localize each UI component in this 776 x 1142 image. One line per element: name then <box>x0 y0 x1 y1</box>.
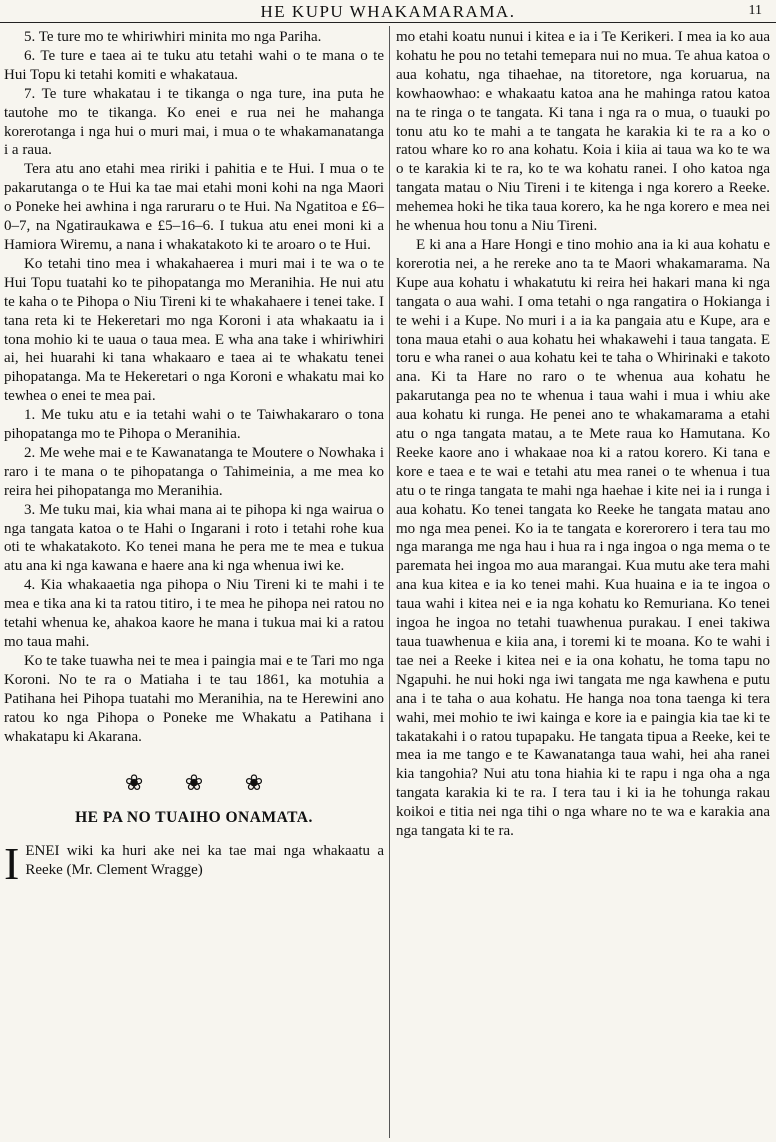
page-header <box>0 0 776 23</box>
running-title: HE KUPU WHAKAMARAMA. <box>260 2 516 21</box>
flower-ornaments-icon: ❀ ❀ ❀ <box>124 770 282 796</box>
paragraph: Ko tetahi tino mea i whakahaerea i muri mai i te wa o te Hui Topu tuatahi ko te pihopatanga mo Meranihia. He nui atu te kaha o te Pihopa o Niu Tireni ki te whakahaere i tenei take. I tana reta ki te Hekeretari mo nga Koroni i ata whakaatu ia i tona mohio ki te uaua o taua mea. E wha ana take i whiriwhiri ai, hei huarahi ki tana whakaaro e taea ai te whakatu tenei pihopatanga. Ma te Hekeretari o nga Koroni e whakatu mai ko tewhea o enei te mea pai. <box>4 255 384 405</box>
article-opening <box>4 838 384 890</box>
column-divider <box>389 26 390 1138</box>
section-title: HE PA NO TUAIHO ONAMATA. <box>75 809 313 827</box>
paragraph: E ki ana a Hare Hongi e tino mohio ana ia ki aua kohatu e korerotia nei, a he rereke ano ta te Maori whakamarama. Na Kupe aua kohatu i whakatutu ki reira hei hakari mana ki nga tangata o aua wahi. I oma tetahi o nga rangatira o Hokianga i te wehi i a Kupe. No muri i a ia ka pangaia atu e Kupe, ara e tona maua etahi o aua kohatu hei whakawehi i taua tangata. E toru e wha ranei o aua kohatu kei te taha o Whirinaki e takoto ana. Ki ta Hare no raro o te whenua aua kohatu he pakarutanga pea no te whenua i taua wahi i mua i whiu ake aua kohatu ki runga. He penei ano te whakamarama a etahi atu o nga tangata matau, a te Mete raua ko Hamutana. Ko Reeke kaore ano i whakaae noa ki a ratou korero. Ki tana e kore e taea e te wai e tetahi atu mea ranei o te whenua i tua atu o te ringa tangata te mahi nga haehae i kite nei ia i runga i aua kohatu. Ko tenei tangata ko Reeke he tangata matau ano mo nga mea penei. Ko ia te tangata e korerorero i tera tau mo nga maranga me nga hau i hua ra i nga ingoa o nga mema o te paremata hei ingoa mo aua marangai. Kua mutu ake tera mahi ana kua kitea e ia ko tenei mahi. Kua huaina e ia te ingoa o taua wahi i kitea nei e ia nga kohatu ko Remuriana. Ko tenei ingoa he ingoa no tetahi tuawhenua purakau. I enei takiwa taua tuawhenua e kiia ana, i toremi ki te moana. Ko te wahi i tae nei a Reeke i kitea nei e ia ona kohatu, he toma tapu no Ngapuhi. he nui hoki nga iwi tangata me nga kawhena e putu ana i te taha o aua kohatu. He hanga noa tona taenga ki tera wahi, mei mohio te iwi kainga e kore ia e paingia kia tae ki te takatakahi i o ratou tupapaku. He tangata tipua a Reeke, kei te mea ia me tango e te Kawanatanga taua wahi, hei aha ranei kia tangohia? Nui atu tona hiahia ki te rapu i nga oha a nga tangata karakia ki te ra. I tera tau i ki ia he tohunga rakau koikoi e titia nei nga tihi o nga whare no te wa e karakia ana nga tangata ki te ra. <box>396 236 770 840</box>
left-column <box>4 28 384 890</box>
paragraph: mo etahi koatu nunui i kitea e ia i Te Kerikeri. I mea ia ko aua kohatu he pou no tetahi temepara nui no mua. Te ahua katoa o aua kohatu, nga tihaehae, na titoretore, nga koruarua, na kowhaowhao: e whakaatu katoa ana he mahinga ratou katoa na te ringa o te tangata. Ki tana i nga ra o mua, o tuauki po tonu atu ko te mahi a te tangata he karakia ki te ra a ko o ratou whare ko ro ana kohatu. Koia i kiia ai taua wa ko te wa o te karakia ki te ra, ko te wa kohatu ranei. I oho katoa nga tangata matau o Niu Tireni i te kitenga i nga korero a Reeke. mehemea hoki he tika taua korero, ka he nga korero e mea nei he whenua hou tonu a Niu Tireni. <box>396 29 770 235</box>
list-item: 2. Me wehe mai e te Kawanatanga te Moutere o Nowhaka i raro i te mana o te pihopatanga o Tahimeinia, a me mea ko reira hei pihopatanga mo Meranihia. <box>4 444 384 499</box>
paragraph: 6. Te ture e taea ai te tuku atu tetahi wahi o te mana o te Hui Topu ki tetahi komiti e whakatauа. <box>4 47 384 83</box>
article-opening-text: ENEI wiki ka huri ake nei ka tae mai nga whakaatu a Reeke (Mr. Clement Wragge) <box>25 843 384 879</box>
paragraph: Tera atu ano etahi mea ririki i pahitia e te Hui. I mua o te pakarutanga o te Hui ka tae mai etahi moni kohi na nga Maori o Poneke hei awhina i nga raruraru o te Hui. Na Ngatitoa e £6–0–7, na Ngatiraukawa e £5–16–6. I tukua atu enei moni ki a Hamiora Wiremu, a nana i whakatakoto ki te aroaro o te Hui. <box>4 161 384 253</box>
drop-cap: I <box>4 838 20 890</box>
list-item: 4. Kia whakaaetia nga pihopa o Niu Tireni ki te mahi i te mea e tika ana ki ta ratou titiro, i te mea he pihopa nei ratou no tetahi whenua ke, ahakoa kaore he mana i tukua mai ki a ratou mo taua mahi. <box>4 577 384 650</box>
paragraph: 7. Te ture whakatau i te tikanga o nga ture, ina puta he tautohe mo te tikanga. Ko enei e rua nei he mahanga korerotanga i nga hui o muri mai, i mua o te whakamanatanga i a raua. <box>4 85 384 159</box>
list-item: 3. Me tuku mai, kia whai mana ai te pihopa ki nga wairua o nga tangata katoa o te Hahi o Ingarani i roto i tetahi rohe kua oti te whakatakoto. Ko tenei mana he pera me te mea e tukua atu ana ki nga kawana e haere ana ki nga whenua iwi ke. <box>4 501 384 575</box>
list-item: 1. Me tuku atu e ia tetahi wahi o te Taiwhakararo o tona pihopatanga mo te Pihopa o Meranihia. <box>4 407 384 443</box>
paragraph: 5. Te ture mo te whiriwhiri minita mo nga Pariha. <box>24 29 322 45</box>
paragraph: Ko te take tuawha nei te mea i paingia mai e te Tari mo nga Koroni. No te ra o Matiaha i te tau 1861, ka motuhia a Patihana hei Pihopa tuatahi mo Meranihia, na te Herewini ano ratou ko nga Pihopa o Poneke me Whakatu a Patihana i whakatapu ki Akarana. <box>4 652 384 745</box>
page-number: 11 <box>748 3 762 18</box>
right-column <box>396 28 770 841</box>
